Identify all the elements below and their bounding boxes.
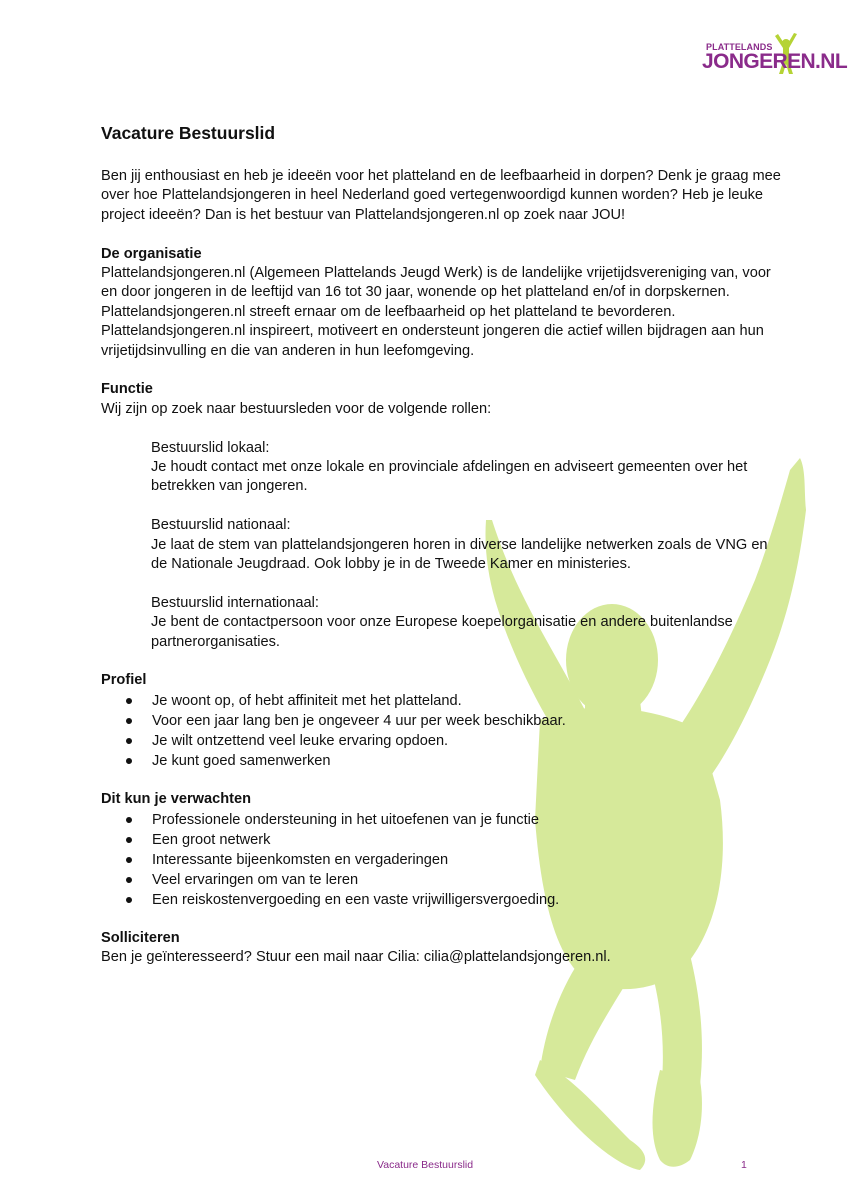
functie-text: Wij zijn op zoek naar bestuursleden voor de volgende rollen: [101, 400, 492, 417]
list-item: Interessante bijeenkomsten en vergaderingen [101, 850, 781, 870]
role-nationaal [151, 516, 781, 574]
section-verwachten [101, 790, 781, 909]
section-title-organisatie: De organisatie [101, 245, 202, 262]
section-solliciteren [101, 929, 781, 968]
list-item: Een reiskostenvergoeding en een vaste vrijwilligersvergoeding. [101, 890, 781, 910]
role-title: Bestuurslid internationaal: [151, 594, 319, 611]
list-item: Je woont op, of hebt affiniteit met het platteland. [101, 691, 781, 711]
list-item: Veel ervaringen om van te leren [101, 870, 781, 890]
role-lokaal [151, 439, 781, 497]
page-title: Vacature Bestuurslid [101, 123, 276, 143]
logo-main-text: JONGEREN.NL [702, 50, 848, 73]
list-item: Je wilt ontzettend veel leuke ervaring opdoen. [101, 731, 781, 751]
verwachten-list [101, 810, 781, 910]
role-title: Bestuurslid lokaal: [151, 439, 270, 456]
list-item: Professionele ondersteuning in het uitoefenen van je functie [101, 810, 781, 830]
plattelandsjongeren-logo[interactable] [700, 30, 848, 82]
document-body [101, 122, 781, 968]
role-text: Je houdt contact met onze lokale en provinciale afdelingen en adviseert gemeenten over het betrekken van jongeren. [151, 459, 748, 495]
role-title: Bestuurslid nationaal: [151, 517, 291, 534]
logo-top-text: PLATTELANDS [706, 42, 773, 52]
section-organisatie [101, 245, 781, 361]
profiel-list [101, 691, 781, 771]
role-text: Je bent de contactpersoon voor onze Europese koepelorganisatie en andere buitenlandse partnerorganisaties. [151, 614, 733, 650]
section-title-solliciteren: Solliciteren [101, 930, 180, 947]
section-title-profiel: Profiel [101, 672, 147, 689]
list-item: Je kunt goed samenwerken [101, 751, 781, 771]
organisatie-text: Plattelandsjongeren.nl (Algemeen Plattelands Jeugd Werk) is de landelijke vrijetijdsvereniging van, voor en door jongeren in de leeftijd van 16 tot 30 jaar, wonende op het platteland en/of in dorpskernen. Plattelandsjongeren.nl streeft ernaar om de leefbaarheid op het platteland te bevorderen. Plattelandsjongeren.nl inspireert, motiveert en ondersteunt jongeren die actief willen bijdragen aan hun vrijetijdsinvulling en die van anderen in hun leefomgeving. [101, 265, 771, 359]
list-item: Een groot netwerk [101, 830, 781, 850]
list-item: Voor een jaar lang ben je ongeveer 4 uur per week beschikbaar. [101, 711, 781, 731]
section-profiel [101, 671, 781, 770]
section-title-functie: Functie [101, 381, 153, 398]
solliciteren-text: Ben je geïnteresseerd? Stuur een mail naar Cilia: cilia@plattelandsjongeren.nl. [101, 949, 611, 966]
role-internationaal [151, 594, 781, 652]
role-text: Je laat de stem van plattelandsjongeren horen in diverse landelijke netwerken zoals de VNG en de Nationale Jeugdraad. Ook lobby je in de Tweede Kamer en ministeries. [151, 536, 768, 573]
section-functie [101, 380, 781, 652]
footer-title: Vacature Bestuurslid [377, 1159, 474, 1171]
page-number: 1 [741, 1159, 747, 1171]
section-title-verwachten: Dit kun je verwachten [101, 791, 252, 808]
intro-paragraph: Ben jij enthousiast en heb je ideeën voor het platteland en de leefbaarheid in dorpen? Denk je graag mee over hoe Plattelandsjongeren in heel Nederland goed vertegenwoordigd kunnen worden? Heb je leuke project ideeën? Dan is het bestuur van Plattelandsjongeren.nl op zoek naar JOU! [101, 168, 781, 223]
